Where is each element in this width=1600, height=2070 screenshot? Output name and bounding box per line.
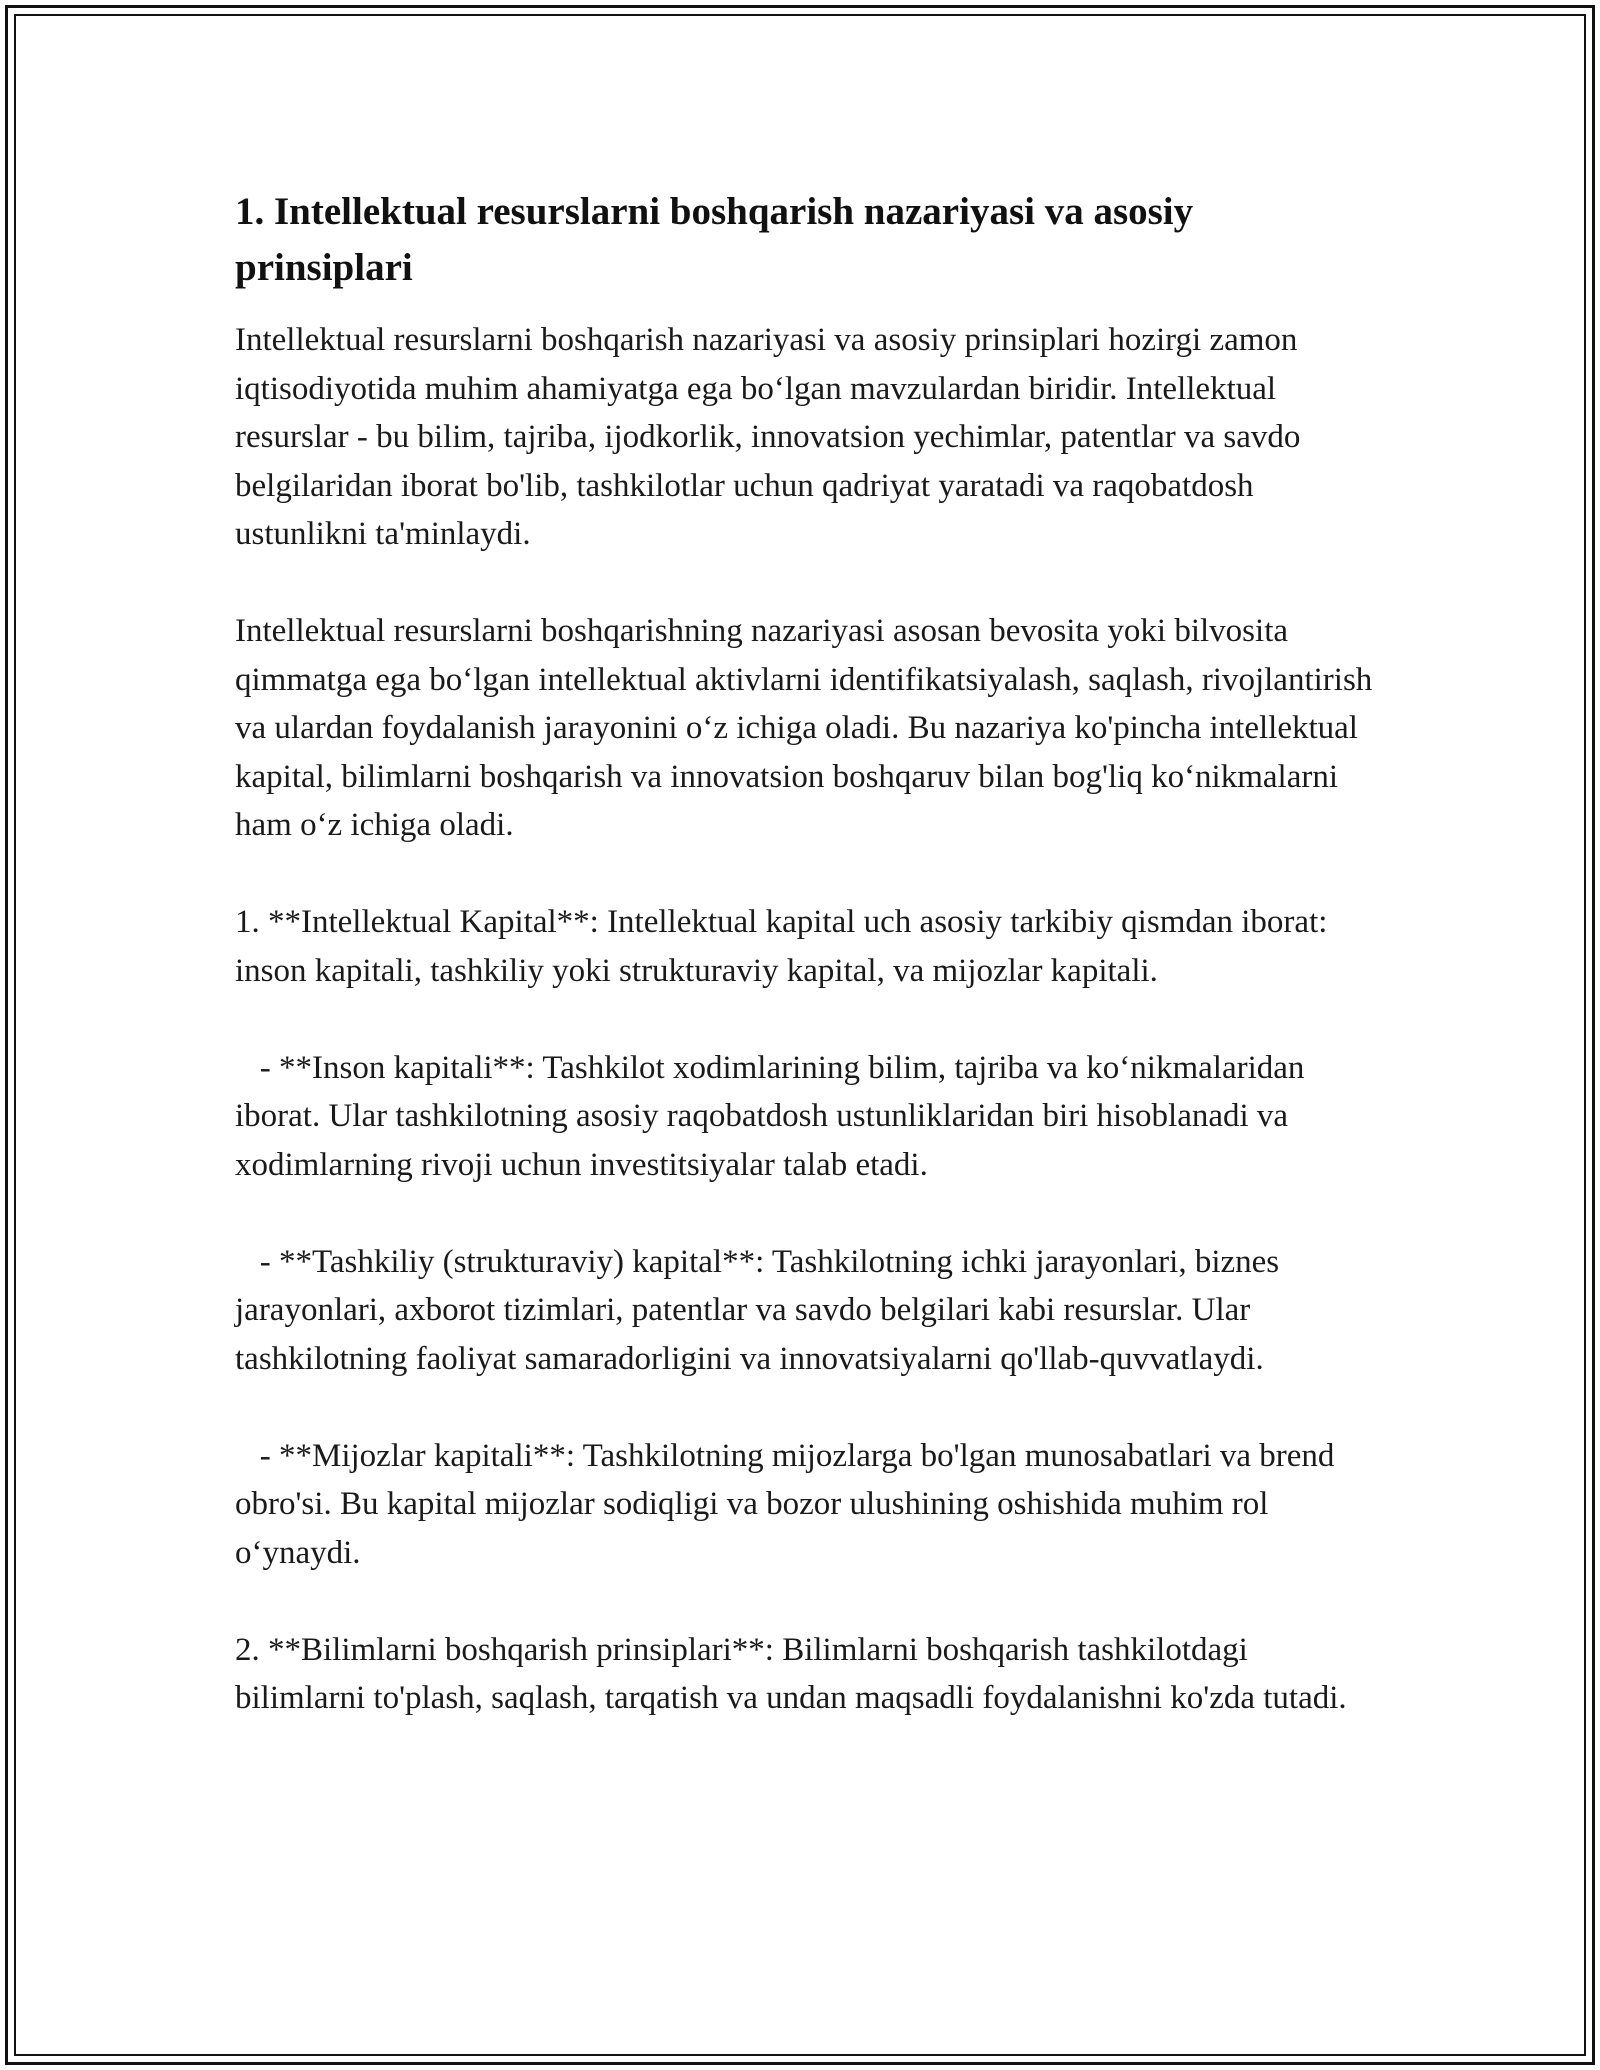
list-item-knowledge-management: 2. **Bilimlarni boshqarish prinsiplari**: Bilimlarni boshqarish tashkilotdagi bilimlarni to'plash, saqlash, tarqatish va undan maqsadli foydalanishni ko'zda tutadi. — [235, 1631, 1347, 1716]
section-heading: 1. Intellektual resurslarni boshqarish nazariyasi va asosiy prinsiplari — [235, 190, 1194, 289]
sub-item-structural-capital: - **Tashkiliy (strukturaviy) kapital**: Tashkilotning ichki jarayonlari, biznes jarayonlari, axborot tizimlari, patentlar va savdo belgilari kabi resurslar. Ular tashkilotning faoliyat samaradorligini va innovatsiyalarni qo'llab-quvvatlaydi. — [235, 1243, 1288, 1377]
sub-item-customer-capital: - **Mijozlar kapitali**: Tashkilotning mijozlarga bo'lgan munosabatlari va brend obro'si. Bu kapital mijozlar sodiqligi va bozor ulushining oshishida muhim rol o‘ynaydi. — [235, 1437, 1343, 1571]
paragraph-theory: Intellektual resurslarni boshqarishning nazariyasi asosan bevosita yoki bilvosita qimmatga ega bo‘lgan intellektual aktivlarni identifikatsiyalash, saqlash, rivojlantirish va ulardan foydalanish jarayonini o‘z ichiga oladi. Bu nazariya ko'pincha intellektual kapital, bilimlarni boshqarish va innovatsion boshqaruv bilan bog'liq ko‘nikmalarni ham o‘z ichiga oladi. — [235, 613, 1381, 843]
document-body — [235, 184, 1380, 1771]
list-item-intellectual-capital: 1. **Intellektual Kapital**: Intellektual kapital uch asosiy tarkibiy qismdan iborat: inson kapitali, tashkiliy yoki strukturaviy kapital, va mijozlar kapitali. — [235, 904, 1336, 989]
paragraph-intro: Intellektual resurslarni boshqarish nazariyasi va asosiy prinsiplari hozirgi zamon iqtisodiyotida muhim ahamiyatga ega bo‘lgan mavzulardan biridir. Intellektual resurslar - bu bilim, tajriba, ijodkorlik, innovatsion yechimlar, patentlar va savdo belgilaridan iborat bo'lib, tashkilotlar uchun qadriyat yaratadi va raqobatdosh ustunlikni ta'minlaydi. — [235, 322, 1309, 552]
sub-item-human-capital: - **Inson kapitali**: Tashkilot xodimlarining bilim, tajriba va ko‘nikmalaridan iborat. Ular tashkilotning asosiy raqobatdosh ustunliklaridan biri hisoblanadi va xodimlarning rivoji uchun investitsiyalar talab etadi. — [235, 1049, 1313, 1183]
